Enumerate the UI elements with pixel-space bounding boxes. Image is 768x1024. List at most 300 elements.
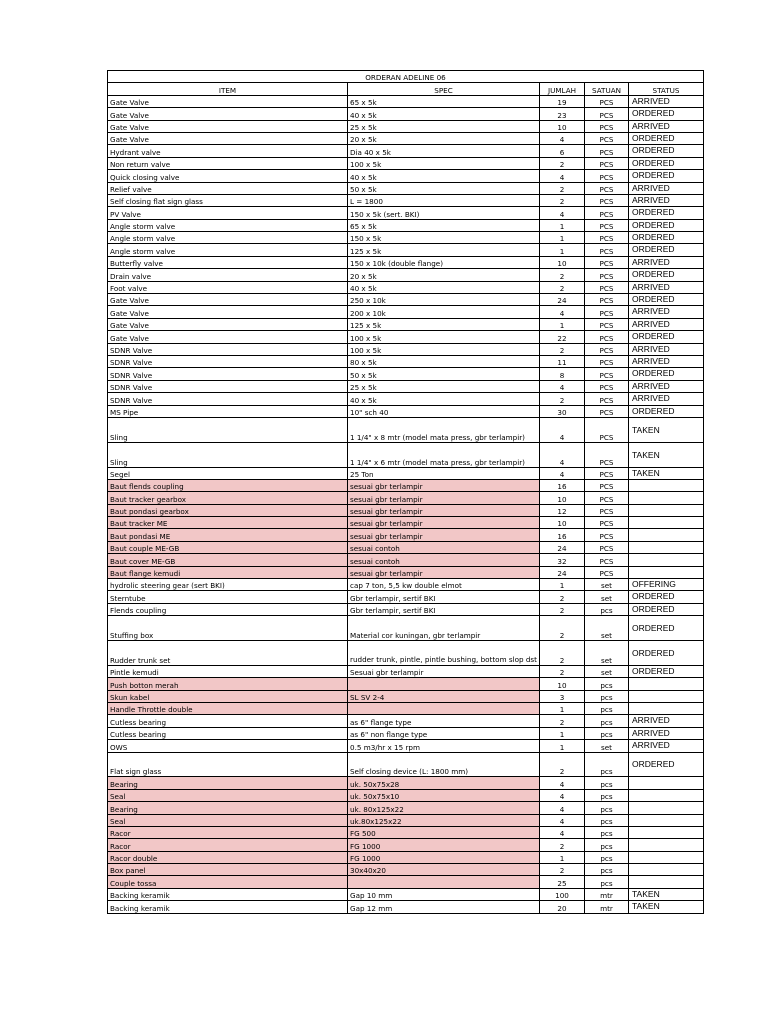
table-row [108,417,704,442]
spec-cell: Sesuai gbr terlampir [348,665,540,677]
item-cell: SDNR Valve [108,343,348,355]
jumlah-cell: 1 [540,232,585,244]
item-cell: Baut pondasi gearbox [108,504,348,516]
item-cell: SDNR Valve [108,368,348,380]
item-cell: Gate Valve [108,306,348,318]
table-row [108,207,704,219]
status-cell [629,839,704,851]
status-cell [629,554,704,566]
item-cell: Gate Valve [108,318,348,330]
status-cell: ARRIVED [629,256,704,268]
satuan-cell: PCS [585,120,629,132]
spec-cell: Material cor kuningan, gbr terlampir [348,616,540,641]
spec-cell: Self closing device (L: 1800 mm) [348,752,540,777]
satuan-cell: PCS [585,541,629,553]
item-cell: Sterntube [108,591,348,603]
jumlah-cell: 4 [540,777,585,789]
spec-cell: FG 1000 [348,851,540,863]
satuan-cell: PCS [585,380,629,392]
status-cell: ARRIVED [629,715,704,727]
table-row [108,219,704,231]
table-row [108,839,704,851]
spec-cell: as 6" non flange type [348,727,540,739]
item-cell: Couple tossa [108,876,348,888]
header-row [108,83,704,95]
satuan-cell: PCS [585,368,629,380]
status-cell [629,876,704,888]
spec-cell: FG 500 [348,826,540,838]
satuan-cell: PCS [585,244,629,256]
jumlah-cell: 24 [540,294,585,306]
jumlah-cell: 2 [540,182,585,194]
status-cell [629,678,704,690]
jumlah-cell: 2 [540,343,585,355]
satuan-cell: set [585,665,629,677]
satuan-cell: set [585,579,629,591]
status-cell: ORDERED [629,269,704,281]
item-cell: Baut pondasi ME [108,529,348,541]
jumlah-cell: 6 [540,145,585,157]
item-cell: Gate Valve [108,331,348,343]
item-cell: Bearing [108,777,348,789]
jumlah-cell: 4 [540,170,585,182]
spec-cell: 25 Ton [348,467,540,479]
jumlah-cell: 10 [540,492,585,504]
table-row [108,864,704,876]
item-cell: Segel [108,467,348,479]
spec-cell: 100 x 5k [348,331,540,343]
spec-cell: uk. 50x75x28 [348,777,540,789]
item-cell: Seal [108,814,348,826]
table-row [108,306,704,318]
status-cell: ARRIVED [629,318,704,330]
header-jumlah: JUMLAH [540,83,585,95]
status-cell: ARRIVED [629,95,704,107]
table-row [108,777,704,789]
status-cell: ORDERED [629,591,704,603]
jumlah-cell: 1 [540,727,585,739]
jumlah-cell: 25 [540,876,585,888]
satuan-cell: PCS [585,405,629,417]
header-satuan: SATUAN [585,83,629,95]
status-cell: ORDERED [629,294,704,306]
status-cell: ARRIVED [629,727,704,739]
item-cell: Skun kabel [108,690,348,702]
title-row [108,71,704,83]
table-row [108,851,704,863]
satuan-cell: PCS [585,256,629,268]
spec-cell: 125 x 5k [348,318,540,330]
item-cell: Angle storm valve [108,232,348,244]
table-row [108,256,704,268]
spec-cell: 150 x 5k (sert. BKI) [348,207,540,219]
spec-cell: uk. 80x125x22 [348,802,540,814]
spec-cell: 50 x 5k [348,368,540,380]
satuan-cell: PCS [585,194,629,206]
satuan-cell: PCS [585,479,629,491]
satuan-cell: pcs [585,678,629,690]
satuan-cell: pcs [585,839,629,851]
table-row [108,145,704,157]
spec-cell: 30x40x20 [348,864,540,876]
item-cell: Angle storm valve [108,244,348,256]
satuan-cell: PCS [585,393,629,405]
item-cell: SDNR Valve [108,355,348,367]
satuan-cell: PCS [585,281,629,293]
status-cell: ARRIVED [629,355,704,367]
item-cell: Cutless bearing [108,727,348,739]
spec-cell: Gap 10 mm [348,888,540,900]
spec-cell: Dia 40 x 5k [348,145,540,157]
table-row [108,752,704,777]
order-table [107,70,704,914]
satuan-cell: pcs [585,876,629,888]
spec-cell: 0.5 m3/hr x 15 rpm [348,740,540,752]
table-row [108,789,704,801]
table-row [108,715,704,727]
item-cell: Gate Valve [108,108,348,120]
table-row [108,492,704,504]
status-cell: ARRIVED [629,740,704,752]
status-cell: TAKEN [629,467,704,479]
item-cell: Bearing [108,802,348,814]
spec-cell: as 6" flange type [348,715,540,727]
satuan-cell: PCS [585,355,629,367]
item-cell: Baut tracker gearbox [108,492,348,504]
spec-cell: 125 x 5k [348,244,540,256]
table-row [108,244,704,256]
item-cell: Sling [108,442,348,467]
spec-cell: sesuai gbr terlampir [348,479,540,491]
table-row [108,665,704,677]
jumlah-cell: 2 [540,393,585,405]
item-cell: Box panel [108,864,348,876]
table-row [108,603,704,615]
header-item: ITEM [108,83,348,95]
status-cell: ARRIVED [629,194,704,206]
spec-cell: uk. 50x75x10 [348,789,540,801]
table-row [108,269,704,281]
satuan-cell: PCS [585,294,629,306]
table-row [108,541,704,553]
item-cell: Quick closing valve [108,170,348,182]
spec-cell: 40 x 5k [348,393,540,405]
item-cell: Gate Valve [108,120,348,132]
item-cell: Baut tracker ME [108,517,348,529]
jumlah-cell: 23 [540,108,585,120]
satuan-cell: pcs [585,826,629,838]
status-cell [629,814,704,826]
satuan-cell: PCS [585,417,629,442]
jumlah-cell: 4 [540,802,585,814]
table-row [108,702,704,714]
jumlah-cell: 4 [540,814,585,826]
satuan-cell: PCS [585,517,629,529]
satuan-cell: PCS [585,145,629,157]
item-cell: Baut flends coupling [108,479,348,491]
satuan-cell: PCS [585,232,629,244]
table-row [108,591,704,603]
item-cell: Baut flange kemudi [108,566,348,578]
item-cell: Gate Valve [108,294,348,306]
table-row [108,888,704,900]
item-cell: Relief valve [108,182,348,194]
jumlah-cell: 100 [540,888,585,900]
jumlah-cell: 4 [540,826,585,838]
jumlah-cell: 1 [540,579,585,591]
table-row [108,566,704,578]
status-cell [629,826,704,838]
item-cell: Non return valve [108,157,348,169]
status-cell: ORDERED [629,232,704,244]
spec-cell: 25 x 5k [348,120,540,132]
jumlah-cell: 4 [540,442,585,467]
jumlah-cell: 30 [540,405,585,417]
satuan-cell: PCS [585,207,629,219]
status-cell: ORDERED [629,219,704,231]
spec-cell: 20 x 5k [348,132,540,144]
table-row [108,579,704,591]
jumlah-cell: 1 [540,851,585,863]
jumlah-cell: 10 [540,120,585,132]
jumlah-cell: 20 [540,901,585,913]
satuan-cell: pcs [585,690,629,702]
status-cell: TAKEN [629,442,704,467]
jumlah-cell: 4 [540,467,585,479]
status-cell: ORDERED [629,665,704,677]
status-cell: ARRIVED [629,393,704,405]
spec-cell: 1 1/4" x 6 mtr (model mata press, gbr terlampir) [348,442,540,467]
item-cell: Baut couple ME-GB [108,541,348,553]
jumlah-cell: 3 [540,690,585,702]
spec-cell: SL SV 2-4 [348,690,540,702]
spec-cell: sesuai contoh [348,541,540,553]
jumlah-cell: 8 [540,368,585,380]
item-cell: Sling [108,417,348,442]
table-row [108,318,704,330]
item-cell: SDNR Valve [108,380,348,392]
spec-cell: Gbr terlampir, sertif BKI [348,591,540,603]
item-cell: OWS [108,740,348,752]
jumlah-cell: 1 [540,244,585,256]
jumlah-cell: 24 [540,541,585,553]
spec-cell: sesuai gbr terlampir [348,517,540,529]
item-cell: MS Pipe [108,405,348,417]
satuan-cell: PCS [585,566,629,578]
spec-cell: 10" sch 40 [348,405,540,417]
table-row [108,194,704,206]
table-row [108,740,704,752]
satuan-cell: pcs [585,727,629,739]
spec-cell: L = 1800 [348,194,540,206]
table-row [108,826,704,838]
jumlah-cell: 2 [540,603,585,615]
jumlah-cell: 4 [540,789,585,801]
table-row [108,727,704,739]
jumlah-cell: 12 [540,504,585,516]
table-row [108,95,704,107]
item-cell: Backing keramik [108,888,348,900]
satuan-cell: PCS [585,467,629,479]
satuan-cell: PCS [585,269,629,281]
item-cell: Stuffing box [108,616,348,641]
jumlah-cell: 1 [540,702,585,714]
item-cell: Seal [108,789,348,801]
jumlah-cell: 2 [540,157,585,169]
jumlah-cell: 2 [540,752,585,777]
jumlah-cell: 11 [540,355,585,367]
jumlah-cell: 2 [540,665,585,677]
table-row [108,182,704,194]
table-row [108,405,704,417]
status-cell: ORDERED [629,157,704,169]
spec-cell: Gbr terlampir, sertif BKI [348,603,540,615]
table-row [108,120,704,132]
satuan-cell: set [585,591,629,603]
status-cell: ORDERED [629,207,704,219]
status-cell [629,479,704,491]
item-cell: Foot valve [108,281,348,293]
satuan-cell: pcs [585,851,629,863]
table-row [108,554,704,566]
jumlah-cell: 2 [540,591,585,603]
jumlah-cell: 2 [540,269,585,281]
table-row [108,690,704,702]
satuan-cell: PCS [585,108,629,120]
spec-cell: 50 x 5k [348,182,540,194]
jumlah-cell: 4 [540,380,585,392]
status-cell [629,802,704,814]
table-row [108,814,704,826]
table-row [108,442,704,467]
satuan-cell: PCS [585,306,629,318]
table-row [108,467,704,479]
item-cell: Push botton merah [108,678,348,690]
satuan-cell: mtr [585,888,629,900]
status-cell: ARRIVED [629,281,704,293]
satuan-cell: PCS [585,132,629,144]
status-cell [629,851,704,863]
table-row [108,232,704,244]
jumlah-cell: 19 [540,95,585,107]
status-cell [629,504,704,516]
spec-cell: sesuai gbr terlampir [348,529,540,541]
spec-cell: sesuai gbr terlampir [348,492,540,504]
table-row [108,170,704,182]
satuan-cell: pcs [585,752,629,777]
spec-cell: sesuai gbr terlampir [348,566,540,578]
table-row [108,802,704,814]
status-cell: ORDERED [629,170,704,182]
item-cell: Baut cover ME-GB [108,554,348,566]
status-cell: ORDERED [629,752,704,777]
item-cell: Self closing flat sign glass [108,194,348,206]
spec-cell: 150 x 5k [348,232,540,244]
satuan-cell: PCS [585,95,629,107]
satuan-cell: PCS [585,170,629,182]
status-cell: TAKEN [629,901,704,913]
spec-cell [348,678,540,690]
status-cell: ARRIVED [629,380,704,392]
item-cell: hydrolic steering gear (sert BKI) [108,579,348,591]
satuan-cell: set [585,616,629,641]
status-cell: ORDERED [629,405,704,417]
header-status: STATUS [629,83,704,95]
satuan-cell: pcs [585,603,629,615]
satuan-cell: pcs [585,802,629,814]
item-cell: Butterfly valve [108,256,348,268]
jumlah-cell: 4 [540,306,585,318]
table-row [108,504,704,516]
satuan-cell: PCS [585,529,629,541]
item-cell: Drain valve [108,269,348,281]
spec-cell: sesuai contoh [348,554,540,566]
satuan-cell: PCS [585,182,629,194]
table-row [108,331,704,343]
satuan-cell: pcs [585,864,629,876]
status-cell: ORDERED [629,603,704,615]
spec-cell: Gap 12 mm [348,901,540,913]
table-row [108,479,704,491]
item-cell: Flends coupling [108,603,348,615]
jumlah-cell: 2 [540,839,585,851]
satuan-cell: mtr [585,901,629,913]
spec-cell: 65 x 5k [348,95,540,107]
status-cell: ARRIVED [629,343,704,355]
item-cell: Racor double [108,851,348,863]
jumlah-cell: 2 [540,641,585,666]
status-cell: ORDERED [629,145,704,157]
jumlah-cell: 10 [540,678,585,690]
status-cell: ORDERED [629,132,704,144]
status-cell: ORDERED [629,641,704,666]
satuan-cell: set [585,641,629,666]
spec-cell: 200 x 10k [348,306,540,318]
status-cell [629,517,704,529]
sheet-title: ORDERAN ADELINE 06 [108,71,704,83]
status-cell: ARRIVED [629,120,704,132]
satuan-cell: pcs [585,777,629,789]
status-cell: TAKEN [629,888,704,900]
jumlah-cell: 4 [540,207,585,219]
table-row [108,393,704,405]
satuan-cell: PCS [585,442,629,467]
jumlah-cell: 10 [540,256,585,268]
spec-cell: 1 1/4" x 8 mtr (model mata press, gbr terlampir) [348,417,540,442]
table-row [108,876,704,888]
item-cell: Cutless bearing [108,715,348,727]
spec-cell [348,702,540,714]
item-cell: Handle Throttle double [108,702,348,714]
item-cell: Gate Valve [108,95,348,107]
status-cell: ORDERED [629,108,704,120]
spec-cell: 250 x 10k [348,294,540,306]
table-row [108,368,704,380]
status-cell [629,492,704,504]
jumlah-cell: 22 [540,331,585,343]
table-row [108,529,704,541]
satuan-cell: PCS [585,219,629,231]
jumlah-cell: 10 [540,517,585,529]
spec-cell: uk.80x125x22 [348,814,540,826]
jumlah-cell: 2 [540,194,585,206]
status-cell: ARRIVED [629,182,704,194]
spec-cell: cap 7 ton, 5,5 kw double elmot [348,579,540,591]
spec-cell: 20 x 5k [348,269,540,281]
item-cell: PV Valve [108,207,348,219]
satuan-cell: set [585,740,629,752]
jumlah-cell: 2 [540,616,585,641]
